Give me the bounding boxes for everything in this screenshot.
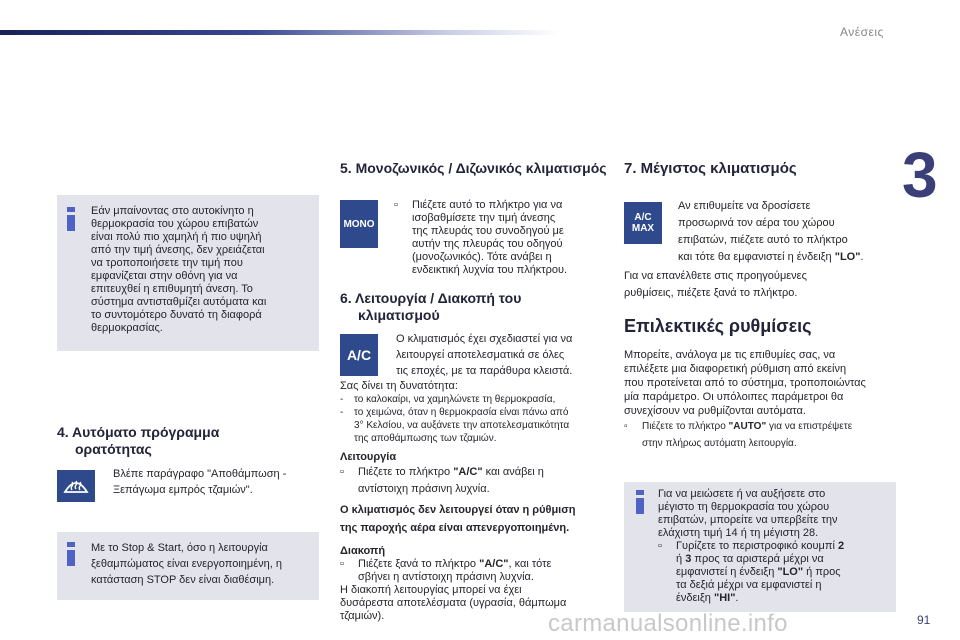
mono-button[interactable]: MONO xyxy=(340,200,378,248)
section-6-title: 6. Λειτουργία / Διακοπή του κλιματισμού xyxy=(340,290,522,323)
section-7-back: Για να επανέλθετε στις προηγούμενες ρυθμίσεις, πιέζετε ξανά το πλήκτρο. xyxy=(624,270,807,299)
chapter-number: 3 xyxy=(902,139,938,211)
header-bar xyxy=(0,30,560,35)
windscreen-demist-icon xyxy=(63,476,89,496)
bullet-marker: ▫ xyxy=(394,199,398,211)
info-icon xyxy=(65,207,77,231)
section-7-title: 7. Μέγιστος κλιματισμός xyxy=(624,160,797,177)
section-6-intro: Ο κλιματισμός έχει σχεδιαστεί για να λειτουργεί αποτελεσματικά σε όλες τις εποχές, με τα παράθυρα κλειστά. xyxy=(396,333,573,377)
info-box-stop-start xyxy=(57,532,319,600)
defrost-button[interactable] xyxy=(57,470,95,502)
optional-settings-title: Επιλεκτικές ρυθμίσεις xyxy=(624,316,812,336)
section-5-text: ▫ Πιέζετε αυτό το πλήκτρο για να ισοβαθμίσετε την τιμή άνεσης της πλευράς του συνοδηγού με αυτήν της πλευράς του οδηγού (μονοζωνικός). Τότε ανάβει η ενδεικτική λυχνία του πλήκτρου. xyxy=(394,199,568,276)
info-text: Εάν μπαίνοντας στο αυτοκίνητο η θερμοκρασία του χώρου επιβατών είναι πολύ πιο χαμηλή ή πιο υψηλή από την τιμή άνεσης, δεν χρειάζεται να τροποποιήσετε την τιμή που εμφανίζεται στην οθόνη για να επιτευχθεί η επιθυμητή άνεση. Το σύστημα αντισταθμίζει αυτόματα και το συντομότερο δυνατό τη διαφορά θερμοκρασίας. xyxy=(91,205,267,334)
section-4-title: 4. Αυτόματο πρόγραμμα ορατότητας xyxy=(57,424,220,457)
section-5-title: 5. Μονοζωνικός / Διζωνικός κλιματισμός xyxy=(340,160,607,176)
info-icon xyxy=(634,490,646,514)
section-7-text: Αν επιθυμείτε να δροσίσετε προσωρινά τον αέρα του χώρου επιβατών, πιέζετε αυτό το πλήκτρο και τότε θα εμφανιστεί η ένδειξη "LO". xyxy=(678,200,864,263)
section-6-body: Σας δίνει τη δυνατότητα: - το καλοκαίρι, να χαμηλώνετε τη θερμοκρασία, - το χειμώνα, όταν η θερμοκρασία είναι πάνω από 3° Κελσίου, να αυξάνετε την αποτελεσματικότητα της αποθάμπωσης των τζαμιών. Λειτουργία ▫ Πιέζετε το πλήκτρο "A/C" και ανάβει η αντίστοιχη πράσινη λυχνία. Ο κλιματισμός δεν λειτουργεί όταν η ρύθμιση της παροχής αέρα είναι απενεργοποιημένη. Διακοπή ▫ Πιέζετε ξανά το πλήκτρο "A/C", και τότε σβήνει η αντίστοιχη πράσινη λυχνία. Η διακοπή λειτουργίας μπορεί να έχει δυσάρεστα αποτελέσματα (υγρασία, θάμπωμα τζαμιών). xyxy=(340,380,576,622)
info-icon xyxy=(65,542,77,566)
info-text: Με το Stop & Start, όσο η λειτουργία ξεθαμπώματος είναι ενεργοποιημένη, η κατάσταση STOP δεν είναι διαθέσιμη. xyxy=(91,542,282,586)
info-text: Για να μειώσετε ή να αυξήσετε στο μέγιστο τη θερμοκρασία του χώρου επιβατών, μπορείτε να υπερβείτε την ελάχιστη τιμή 14 ή τη μέγιστη 28. ▫ Γυρίζετε το περιστροφικό κουμπί 2 ή 3 προς τα αριστερά μέχρι να εμφανιστεί η ένδειξη "LO" ή προς τα δεξιά μέχρι να εμφανιστεί η ένδειξη "HI". xyxy=(658,488,845,604)
ac-button[interactable]: A/C xyxy=(340,334,378,376)
optional-settings-text: Μπορείτε, ανάλογα με τις επιθυμίες σας, να επιλέξετε μια διαφορετική ρύθμιση από εκείνη που προτείνεται από το σύστημα, τροποποιώντας μία παράμετρο. Οι υπόλοιπες παράμετροι θα συνεχίσουν να ρυθμίζονται αυτόματα. ▫ Πιέζετε το πλήκτρο "AUTO" για να επιστρέψετε στην πλήρως αυτόματη λειτουργία. xyxy=(624,349,866,449)
watermark: carmanualsonline.info xyxy=(548,610,788,637)
info-box-temperature xyxy=(624,482,896,612)
ac-max-button[interactable]: A/C MAX xyxy=(624,202,662,244)
section-4-text: Βλέπε παράγραφο "Αποθάμπωση - Ξεπάγωμα εμπρός τζαμιών". xyxy=(113,468,287,496)
section-title: Ανέσεις xyxy=(840,25,884,39)
page-number: 91 xyxy=(917,613,931,627)
info-box-comfort xyxy=(57,195,319,351)
